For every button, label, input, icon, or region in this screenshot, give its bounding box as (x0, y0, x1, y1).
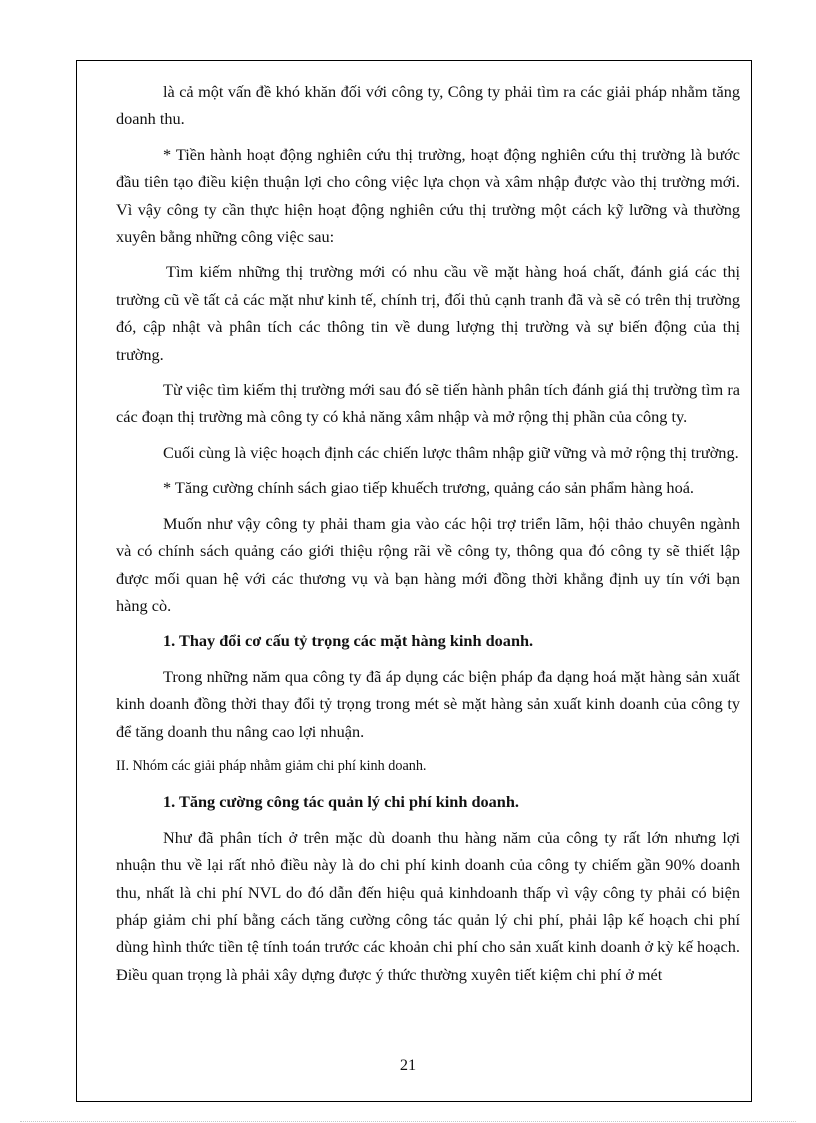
page-number: 21 (399, 1055, 417, 1074)
paragraph: Muốn như vậy công ty phải tham gia vào các hội trợ triển lãm, hội thảo chuyên ngành và có chính sách quảng cáo giới thiệu rộng rãi về công ty, thông qua đó công ty sẽ thiết lập được mối quan hệ với các thương vụ và bạn hàng mới đồng thời khẳng định uy tín với bạn hàng cò. (116, 513, 740, 615)
section-ii-heading: II. Nhóm các giải pháp nhằm giảm chi phí kinh doanh. (116, 757, 427, 774)
paragraph: Trong những năm qua công ty đã áp dụng các biện pháp đa dạng hoá mặt hàng sản xuất kinh doanh đồng thời thay đổi tỷ trọng trong mét sè mặt hàng sản xuất kinh doanh của công ty để tăng doanh thu nâng cao lợi nhuận. (116, 666, 740, 741)
page-separator (20, 1121, 796, 1122)
paragraph: Từ việc tìm kiếm thị trường mới sau đó sẽ tiến hành phân tích đánh giá thị trường tìm ra các đoạn thị trường mà công ty có khả năng xâm nhập và mở rộng thị phần của công ty. (116, 380, 740, 427)
paragraph: Tìm kiếm những thị trường mới có nhu cầu về mặt hàng hoá chất, đánh giá các thị trường cũ về tất cả các mặt như kinh tế, chính trị, đối thủ cạnh tranh đã và sẽ có trên thị trường đó, cập nhật và phân tích các thông tin về dung lượng thị trường và sự biến động của thị trường. (116, 262, 740, 364)
paragraph: * Tiền hành hoạt động nghiên cứu thị trường, hoạt động nghiên cứu thị trường là bước đầu tiên tạo điều kiện thuận lợi cho công việc lựa chọn và xâm nhập được vào thị trường mới. Vì vậy công ty cần thực hiện hoạt động nghiên cứu thị trường một cách kỹ lưỡng và thường xuyên bằng những công việc sau: (116, 144, 740, 247)
paragraph: Như đã phân tích ở trên mặc dù doanh thu hàng năm của công ty rất lớn nhưng lợi nhuận thu về lại rất nhỏ điều này là do chi phí kinh doanh của công ty chiếm gần 90% doanh thu, nhất là chi phí NVL do đó dẫn đến hiệu quả kinhdoanh thấp vì vậy công ty phải có biện pháp giảm chi phí bằng cách tăng cường công tác quản lý chi phí, phải lập kế hoạch chi phí dùng hình thức tiền tệ tính toán trước các khoản chi phí cho sản xuất kinh doanh ở kỳ kế hoạch. Điều quan trọng là phải xây dựng được ý thức thường xuyên tiết kiệm chi phí ở mét (116, 827, 740, 984)
heading-change-structure: 1. Thay đổi cơ cấu tỷ trọng các mặt hàng kinh doanh. (163, 631, 534, 651)
paragraph: * Tăng cường chính sách giao tiếp khuếch trương, quảng cáo sản phẩm hàng hoá. (163, 478, 695, 498)
document-body (116, 78, 740, 996)
paragraph: là cả một vấn đề khó khăn đối với công ty, Công ty phải tìm ra các giải pháp nhằm tăng doanh thu. (116, 82, 740, 129)
paragraph: Cuối cùng là việc hoạch định các chiến lược thâm nhập giữ vững và mở rộng thị trường. (163, 442, 739, 462)
heading-cost-management: 1. Tăng cường công tác quản lý chi phí kinh doanh. (163, 792, 519, 812)
